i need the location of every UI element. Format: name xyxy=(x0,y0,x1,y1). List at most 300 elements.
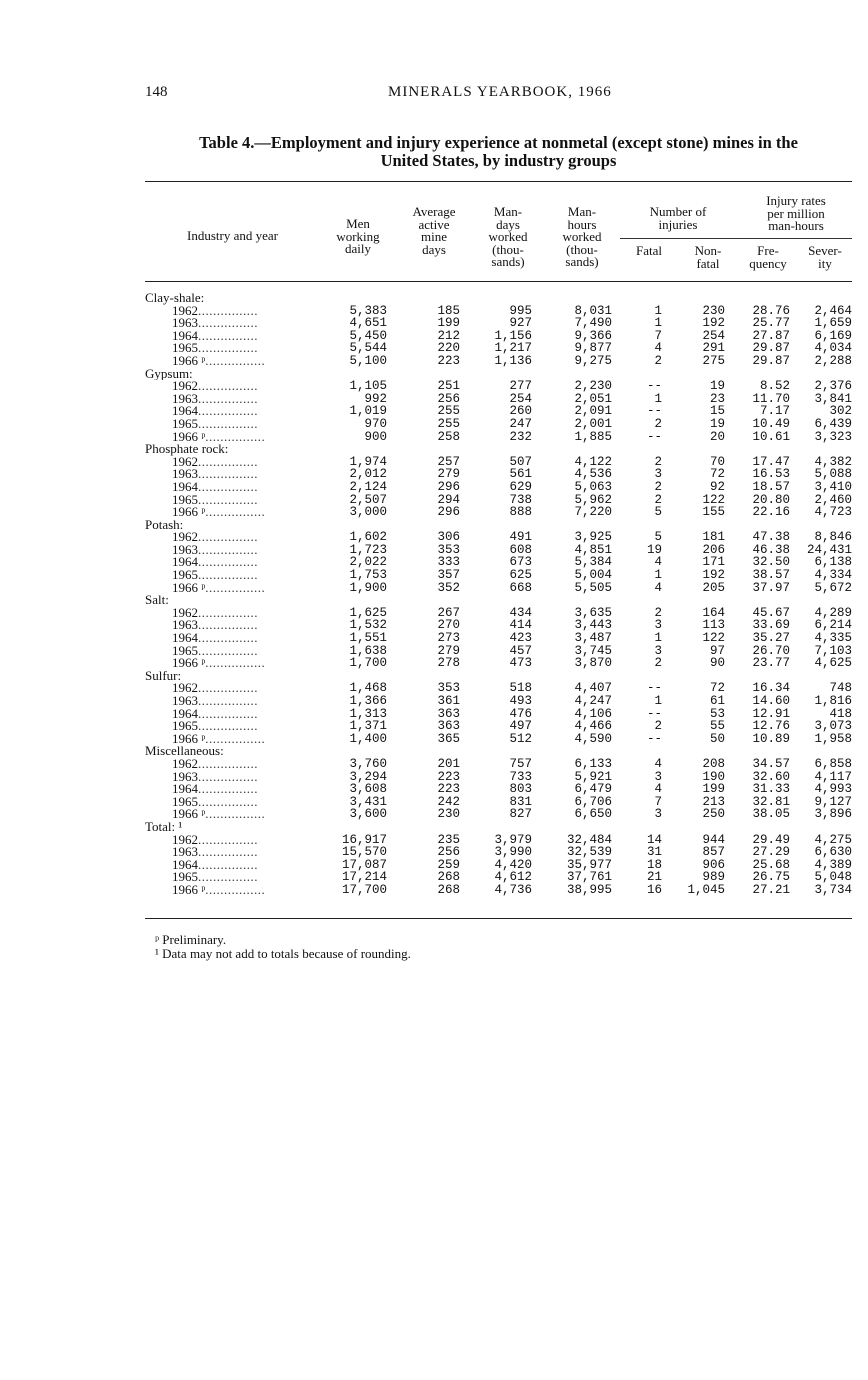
value-cell: 27.21 xyxy=(752,883,790,897)
group-label: Total: ¹ xyxy=(145,820,183,834)
value-cell: 32.50 xyxy=(752,556,790,570)
year-cell xyxy=(145,582,325,595)
header-severity xyxy=(798,245,852,270)
group-label: Potash: xyxy=(145,518,184,532)
value-cell: 7,220 xyxy=(574,506,612,519)
value-cell: 1,045 xyxy=(687,883,725,897)
dot-leader: ................ xyxy=(198,632,258,645)
year-label: 1966 ᵖ xyxy=(172,581,206,595)
value-cell: 9,877 xyxy=(574,342,612,355)
top-rule xyxy=(145,181,852,182)
value-cell: 90 xyxy=(709,657,725,670)
value-cell: 25.77 xyxy=(752,317,790,330)
value-cell: 171 xyxy=(702,556,725,570)
table-row xyxy=(145,317,852,330)
group-label: Salt: xyxy=(145,594,169,607)
year-cell xyxy=(145,808,325,821)
year-label: 1966 ᵖ xyxy=(172,506,206,519)
value-cell: 1,468 xyxy=(349,682,387,695)
value-cell: 258 xyxy=(437,430,460,444)
value-cell: 72 xyxy=(709,682,725,695)
value-cell: 476 xyxy=(509,707,532,721)
dot-leader: ................ xyxy=(205,506,266,519)
value-cell: 32,484 xyxy=(566,833,612,847)
dot-leader: ................ xyxy=(198,783,258,796)
value-cell: 97 xyxy=(709,644,725,658)
value-cell: 10.61 xyxy=(752,430,790,444)
value-cell: 38.57 xyxy=(752,569,790,582)
header-men-working-daily-line: daily xyxy=(345,241,371,256)
year-cell xyxy=(145,481,325,494)
value-cell: 3 xyxy=(654,619,662,633)
year-label: 1966 ᵖ xyxy=(172,657,206,670)
dot-leader: ................ xyxy=(198,846,258,859)
value-cell: 3,443 xyxy=(574,619,612,633)
year-cell xyxy=(145,468,325,481)
value-cell: 278 xyxy=(437,657,460,670)
value-cell: 1 xyxy=(654,392,662,406)
table-row xyxy=(145,380,852,393)
year-label: 1964 xyxy=(172,858,198,872)
value-cell: 273 xyxy=(437,632,460,645)
value-cell: -- xyxy=(646,430,662,444)
value-cell: 888 xyxy=(509,506,532,519)
dot-leader: ................ xyxy=(205,354,266,368)
value-cell: 294 xyxy=(437,493,460,507)
value-cell: 19 xyxy=(709,417,725,431)
value-cell: 61 xyxy=(709,695,725,708)
value-cell: 208 xyxy=(702,757,725,771)
value-cell: 4 xyxy=(654,757,662,771)
header-men-working-daily xyxy=(322,218,394,256)
value-cell: 333 xyxy=(437,556,460,570)
value-cell: 4,993 xyxy=(814,783,853,796)
footnote-rounding: ¹ Data may not add to totals because of rounding. xyxy=(155,945,411,961)
value-cell: 5,505 xyxy=(574,581,612,595)
value-cell: 3,487 xyxy=(574,632,612,645)
value-cell: 27.29 xyxy=(752,846,790,859)
value-cell: 29.87 xyxy=(752,342,790,355)
table-row xyxy=(145,695,852,708)
value-cell: 6,133 xyxy=(574,757,612,771)
table-row xyxy=(145,393,852,406)
value-cell: 15 xyxy=(709,405,725,418)
value-cell: 70 xyxy=(709,455,725,469)
dot-leader: ................ xyxy=(198,707,258,721)
value-cell: 247 xyxy=(509,417,532,431)
value-cell: 7 xyxy=(654,329,662,343)
dot-leader: ................ xyxy=(198,342,258,355)
value-cell: 296 xyxy=(437,506,460,519)
value-cell: 257 xyxy=(437,455,460,469)
value-cell: 9,275 xyxy=(574,354,612,368)
value-cell: 23.77 xyxy=(752,657,790,670)
value-cell: 1,723 xyxy=(349,543,387,557)
year-cell xyxy=(145,871,325,884)
value-cell: 2 xyxy=(654,354,662,368)
year-label: 1965 xyxy=(172,493,198,507)
value-cell: 2 xyxy=(654,417,662,431)
value-cell: 223 xyxy=(437,354,460,368)
year-cell xyxy=(145,342,325,355)
value-cell: 3,760 xyxy=(349,757,387,771)
value-cell: 15,570 xyxy=(341,846,387,859)
value-cell: 992 xyxy=(364,392,387,406)
value-cell: 8,846 xyxy=(814,531,853,544)
year-cell xyxy=(145,393,325,406)
header-man-days-worked-line: days xyxy=(496,216,520,232)
value-cell: 254 xyxy=(702,329,725,343)
table-row xyxy=(145,871,852,884)
header-injury-rates-line: man-hours xyxy=(768,218,824,233)
value-cell: 256 xyxy=(437,846,460,859)
year-label: 1965 xyxy=(172,417,198,431)
value-cell: 6,439 xyxy=(814,417,853,431)
table-row xyxy=(145,481,852,494)
value-cell: 3,000 xyxy=(349,506,387,519)
year-label: 1962 xyxy=(172,833,198,847)
header-man-days-worked-line: sands) xyxy=(491,254,525,269)
dot-leader: ................ xyxy=(205,883,266,897)
group-header-row xyxy=(145,670,852,683)
header-industry-and-year xyxy=(145,230,320,243)
value-cell: 5,962 xyxy=(574,493,612,507)
group-header-row xyxy=(145,368,852,381)
dot-leader: ................ xyxy=(198,304,258,318)
header-man-hours-worked-line: sands) xyxy=(565,254,599,269)
value-cell: 4,625 xyxy=(814,657,853,670)
year-label: 1963 xyxy=(172,619,198,633)
value-cell: 21 xyxy=(646,871,662,884)
value-cell: 668 xyxy=(509,581,532,595)
value-cell: 17,700 xyxy=(341,883,387,897)
table-row xyxy=(145,708,852,721)
value-cell: 251 xyxy=(437,380,460,393)
footnote-preliminary: ᵖ Preliminary. xyxy=(155,932,227,947)
value-cell: 20.80 xyxy=(752,493,790,507)
dot-leader: ................ xyxy=(198,531,258,544)
value-cell: 26.70 xyxy=(752,644,790,658)
value-cell: 2,124 xyxy=(349,480,387,494)
year-label: 1964 xyxy=(172,405,198,418)
value-cell: 6,138 xyxy=(814,556,853,570)
value-cell: 3 xyxy=(654,468,662,481)
group-label: Sulfur: xyxy=(145,669,182,683)
value-cell: 35.27 xyxy=(752,632,790,645)
value-cell: 4 xyxy=(654,342,662,355)
table-row xyxy=(145,431,852,444)
value-cell: 365 xyxy=(437,732,460,746)
value-cell: 2,001 xyxy=(574,417,612,431)
value-cell: 11.70 xyxy=(752,392,790,406)
value-cell: 10.89 xyxy=(752,732,790,746)
value-cell: 50 xyxy=(709,732,725,746)
year-label: 1963 xyxy=(172,543,198,557)
value-cell: 16,917 xyxy=(341,833,387,847)
value-cell: 418 xyxy=(829,707,853,721)
value-cell: 827 xyxy=(509,808,532,821)
value-cell: 2,022 xyxy=(349,556,387,570)
value-cell: 190 xyxy=(702,770,725,784)
value-cell: 268 xyxy=(437,883,460,897)
value-cell: 673 xyxy=(509,556,532,570)
dot-leader: ................ xyxy=(198,543,258,557)
value-cell: 268 xyxy=(437,871,460,884)
header-man-days-worked-line: worked xyxy=(488,229,528,244)
value-cell: 18 xyxy=(646,858,662,872)
year-cell xyxy=(145,796,325,809)
year-cell xyxy=(145,556,325,569)
value-cell: 18.57 xyxy=(752,480,790,494)
value-cell: 5 xyxy=(654,506,662,519)
year-cell xyxy=(145,771,325,784)
value-cell: 3,925 xyxy=(574,531,612,544)
value-cell: 3,745 xyxy=(574,644,612,658)
value-cell: 4 xyxy=(654,581,662,595)
dot-leader: ................ xyxy=(205,430,266,444)
value-cell: 518 xyxy=(509,682,532,695)
value-cell: 4,590 xyxy=(574,732,612,746)
table-row xyxy=(145,305,852,318)
value-cell: 1,532 xyxy=(349,619,387,633)
value-cell: 4,247 xyxy=(574,695,612,708)
year-cell xyxy=(145,884,325,897)
year-cell xyxy=(145,531,325,544)
value-cell: 213 xyxy=(702,795,725,809)
table-bottom-rule xyxy=(145,918,852,919)
dot-leader: ................ xyxy=(198,380,258,393)
value-cell: 19 xyxy=(646,543,662,557)
footnotes xyxy=(155,933,411,960)
value-cell: 4,122 xyxy=(574,455,612,469)
table-row xyxy=(145,569,852,582)
value-cell: 3,294 xyxy=(349,770,387,784)
year-label: 1964 xyxy=(172,329,198,343)
dot-leader: ................ xyxy=(205,581,266,595)
year-label: 1966 ᵖ xyxy=(172,732,206,746)
employment-injury-table xyxy=(145,292,852,897)
header-bottom-rule xyxy=(145,281,852,282)
year-label: 1965 xyxy=(172,644,198,658)
year-cell xyxy=(145,834,325,847)
year-label: 1965 xyxy=(172,720,198,733)
value-cell: 3,990 xyxy=(494,846,532,859)
year-label: 1964 xyxy=(172,783,198,796)
table-row xyxy=(145,682,852,695)
year-cell xyxy=(145,783,325,796)
value-cell: 1,105 xyxy=(349,380,387,393)
value-cell: 113 xyxy=(702,619,725,633)
value-cell: 206 xyxy=(702,543,725,557)
value-cell: 1,974 xyxy=(349,455,387,469)
value-cell: 1,885 xyxy=(574,430,612,444)
value-cell: 4,117 xyxy=(814,770,853,784)
header-severity-line: ity xyxy=(818,255,832,271)
dot-leader: ................ xyxy=(198,871,258,884)
value-cell: 17.47 xyxy=(752,455,790,469)
value-cell: 900 xyxy=(364,430,387,444)
value-cell: 185 xyxy=(437,304,460,318)
value-cell: 255 xyxy=(437,405,460,418)
value-cell: 6,169 xyxy=(814,329,853,343)
table-title-line-2: United States, by industry groups xyxy=(380,151,617,170)
value-cell: 17,087 xyxy=(341,858,387,872)
value-cell: 9,366 xyxy=(574,329,612,343)
year-label: 1962 xyxy=(172,757,198,771)
year-cell xyxy=(145,569,325,582)
dot-leader: ................ xyxy=(198,417,258,431)
year-cell xyxy=(145,418,325,431)
value-cell: 2,091 xyxy=(574,405,612,418)
value-cell: 2,230 xyxy=(574,380,612,393)
dot-leader: ................ xyxy=(198,858,258,872)
dot-leader: ................ xyxy=(198,757,258,771)
dot-leader: ................ xyxy=(198,720,258,733)
header-frequency-line: Fre- xyxy=(757,243,779,258)
value-cell: 5,004 xyxy=(574,569,612,582)
value-cell: 230 xyxy=(437,808,460,821)
header-nonfatal xyxy=(678,245,738,270)
value-cell: 4,851 xyxy=(574,543,612,557)
value-cell: 353 xyxy=(437,543,460,557)
value-cell: 47.38 xyxy=(752,531,790,544)
value-cell: 1 xyxy=(654,317,662,330)
group-label: Gypsum: xyxy=(145,367,193,381)
value-cell: 363 xyxy=(437,720,460,733)
year-label: 1963 xyxy=(172,468,198,481)
year-label: 1963 xyxy=(172,695,198,708)
dot-leader: ................ xyxy=(198,405,258,418)
value-cell: 6,479 xyxy=(574,783,612,796)
table-row xyxy=(145,808,852,821)
year-cell xyxy=(145,657,325,670)
value-cell: 24,431 xyxy=(807,543,853,557)
year-cell xyxy=(145,456,325,469)
dot-leader: ................ xyxy=(198,606,258,620)
value-cell: 259 xyxy=(437,858,460,872)
header-man-days-worked-line: Man- xyxy=(493,204,523,219)
value-cell: 4,289 xyxy=(814,606,853,620)
value-cell: 493 xyxy=(509,695,532,708)
header-man-hours-worked-line: (thou- xyxy=(566,241,598,257)
table-row xyxy=(145,607,852,620)
value-cell: 3,896 xyxy=(814,808,853,821)
value-cell: 512 xyxy=(509,732,532,746)
year-cell xyxy=(145,619,325,632)
table-row xyxy=(145,859,852,872)
header-nonfatal-line: Non- xyxy=(694,243,722,258)
table-row xyxy=(145,418,852,431)
header-nonfatal-line: fatal xyxy=(696,255,720,271)
value-cell: 434 xyxy=(509,606,532,620)
value-cell: 5,088 xyxy=(814,468,853,481)
value-cell: 277 xyxy=(509,380,532,393)
value-cell: 4,536 xyxy=(574,468,612,481)
table-row xyxy=(145,632,852,645)
year-label: 1966 ᵖ xyxy=(172,354,206,368)
value-cell: 275 xyxy=(702,354,725,368)
year-label: 1964 xyxy=(172,632,198,645)
year-cell xyxy=(145,380,325,393)
dot-leader: ................ xyxy=(205,808,266,821)
dot-leader: ................ xyxy=(198,619,258,633)
value-cell: 223 xyxy=(437,783,460,796)
group-header-row xyxy=(145,292,852,305)
value-cell: 4 xyxy=(654,556,662,570)
year-cell xyxy=(145,506,325,519)
value-cell: 944 xyxy=(702,833,725,847)
header-average-active-mine-days-line: days xyxy=(422,241,446,257)
value-cell: 92 xyxy=(709,480,725,494)
year-label: 1964 xyxy=(172,556,198,570)
header-injury-rates-line: Injury rates xyxy=(766,193,826,208)
year-cell xyxy=(145,645,325,658)
value-cell: 414 xyxy=(509,619,532,633)
value-cell: 5,063 xyxy=(574,480,612,494)
value-cell: 423 xyxy=(509,632,532,645)
year-cell xyxy=(145,846,325,859)
year-label: 1963 xyxy=(172,846,198,859)
value-cell: 46.38 xyxy=(752,543,790,557)
year-cell xyxy=(145,405,325,418)
value-cell: 361 xyxy=(437,695,460,708)
year-label: 1964 xyxy=(172,707,198,721)
header-severity-line: Sever- xyxy=(808,243,842,258)
value-cell: 192 xyxy=(702,317,725,330)
value-cell: 26.75 xyxy=(752,871,790,884)
value-cell: 1,156 xyxy=(494,329,532,343)
value-cell: 291 xyxy=(702,342,725,355)
header-fatal-line: Fatal xyxy=(636,243,662,258)
value-cell: 27.87 xyxy=(752,329,790,343)
value-cell: 122 xyxy=(702,632,725,645)
table-row xyxy=(145,619,852,632)
header-men-working-daily-line: working xyxy=(336,228,380,244)
value-cell: 561 xyxy=(509,468,532,481)
table-row xyxy=(145,846,852,859)
value-cell: 1,371 xyxy=(349,720,387,733)
value-cell: 3,410 xyxy=(814,480,853,494)
value-cell: 28.76 xyxy=(752,304,790,318)
value-cell: 757 xyxy=(509,757,532,771)
value-cell: 9,127 xyxy=(814,795,853,809)
injuries-group-rule xyxy=(620,238,852,239)
year-cell xyxy=(145,431,325,444)
year-cell xyxy=(145,708,325,721)
group-header-row xyxy=(145,821,852,834)
value-cell: 38.05 xyxy=(752,808,790,821)
value-cell: 232 xyxy=(509,430,532,444)
dot-leader: ................ xyxy=(198,556,258,570)
value-cell: 1,753 xyxy=(349,569,387,582)
value-cell: 7 xyxy=(654,795,662,809)
value-cell: 4,334 xyxy=(814,569,853,582)
year-cell xyxy=(145,632,325,645)
value-cell: 1,700 xyxy=(349,657,387,670)
value-cell: 4,389 xyxy=(814,858,853,872)
table-row xyxy=(145,556,852,569)
value-cell: 1,625 xyxy=(349,606,387,620)
value-cell: 2,464 xyxy=(814,304,853,318)
value-cell: 2,012 xyxy=(349,468,387,481)
value-cell: 12.76 xyxy=(752,720,790,733)
value-cell: 8,031 xyxy=(574,304,612,318)
year-cell xyxy=(145,317,325,330)
table-row xyxy=(145,544,852,557)
value-cell: 857 xyxy=(702,846,725,859)
value-cell: 279 xyxy=(437,644,460,658)
value-cell: 37,761 xyxy=(566,871,612,884)
